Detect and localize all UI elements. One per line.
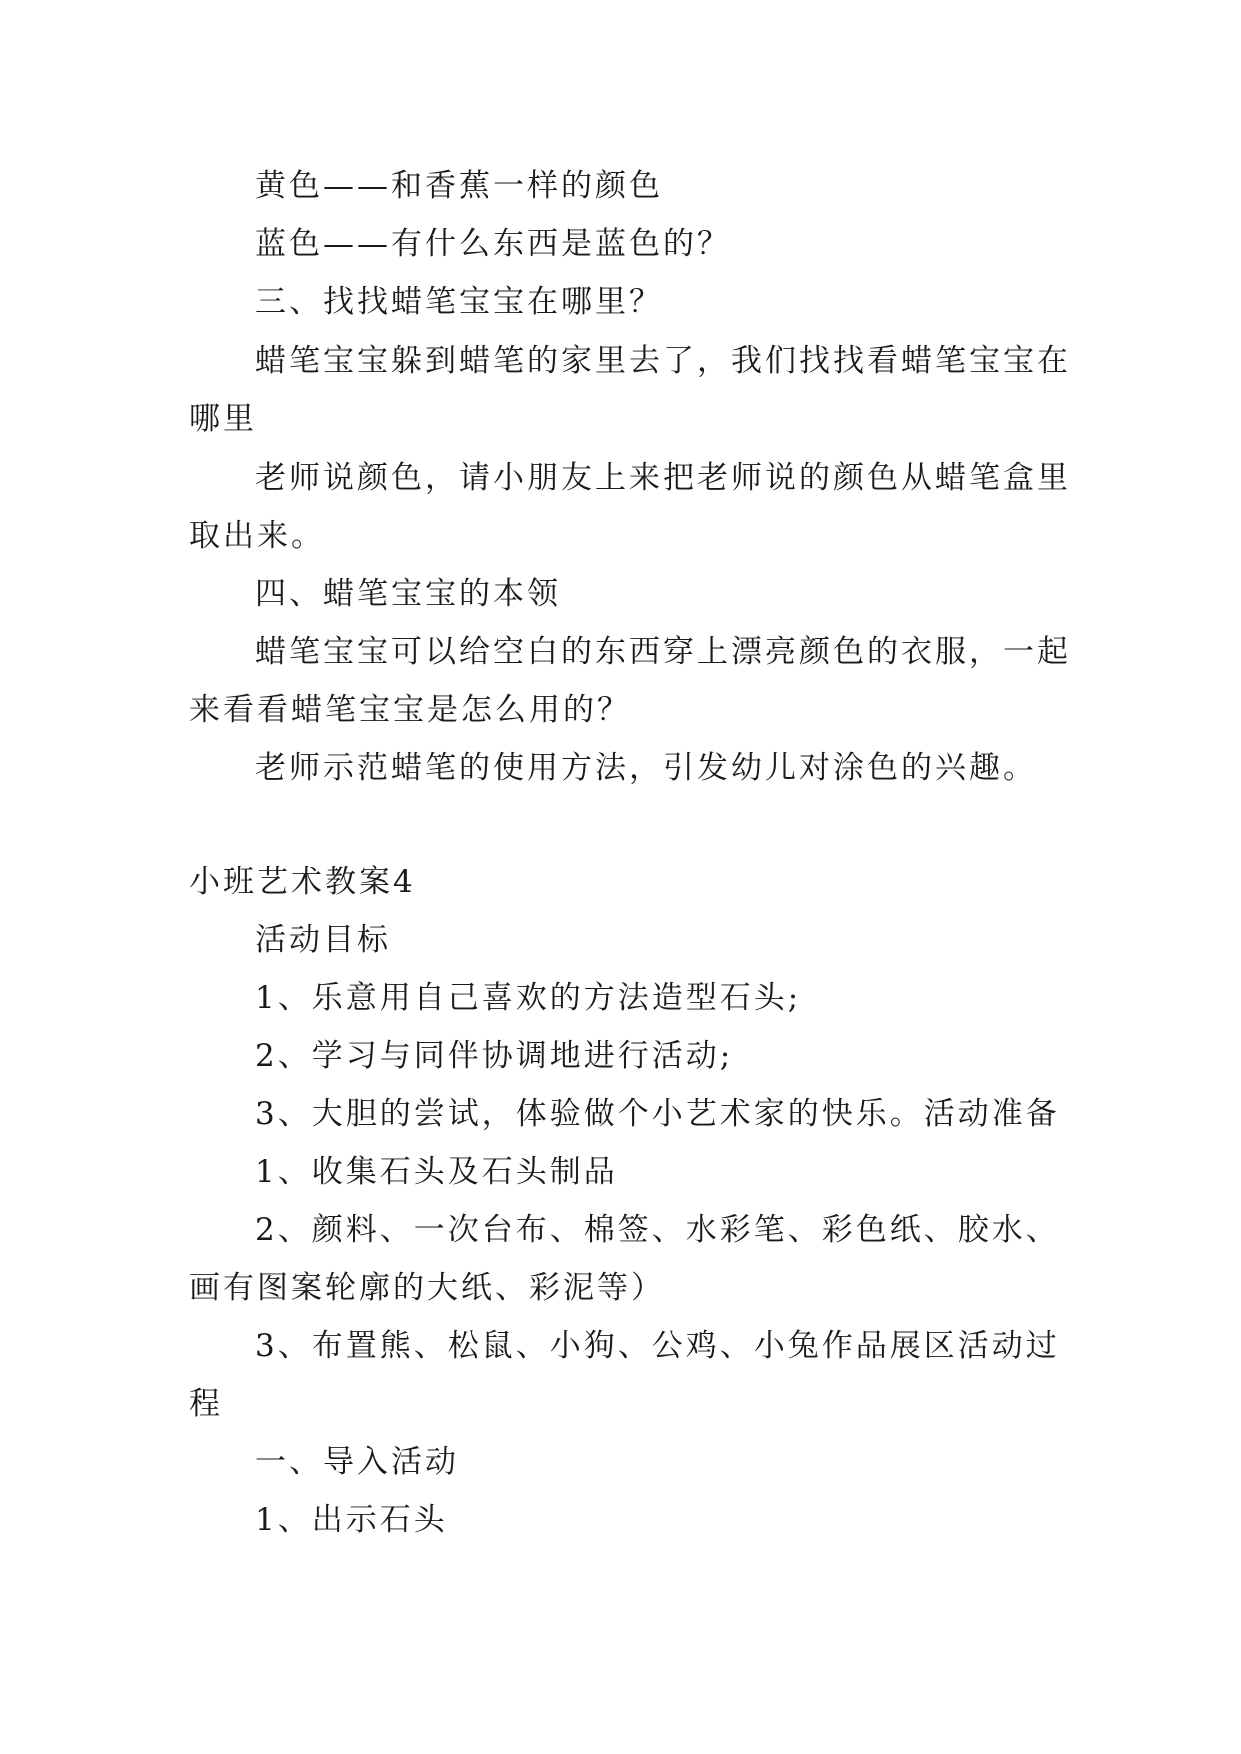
- paragraph-line: 来看看蜡笔宝宝是怎么用的？: [189, 692, 631, 728]
- section-heading-goals: 活动目标: [255, 922, 391, 958]
- text-line-yellow: 黄色——和香蕉一样的颜色: [255, 168, 663, 204]
- text-line-blue: 蓝色——有什么东西是蓝色的？: [255, 226, 731, 262]
- list-item: 2、学习与同伴协调地进行活动;: [255, 1038, 734, 1074]
- document-title: 小班艺术教案4: [189, 864, 416, 900]
- list-item: 3、布置熊、松鼠、小狗、公鸡、小兔作品展区活动过: [255, 1328, 1060, 1364]
- list-item: 1、出示石头: [255, 1502, 448, 1538]
- paragraph-line: 哪里: [189, 401, 257, 437]
- paragraph-line: 老师示范蜡笔的使用方法，引发幼儿对涂色的兴趣。: [255, 750, 1037, 786]
- paragraph-line: 蜡笔宝宝可以给空白的东西穿上漂亮颜色的衣服，一起: [255, 634, 1071, 670]
- paragraph-line: 蜡笔宝宝躲到蜡笔的家里去了，我们找找看蜡笔宝宝在: [255, 343, 1071, 379]
- paragraph-line: 取出来。: [189, 518, 325, 554]
- list-item: 3、大胆的尝试，体验做个小艺术家的快乐。活动准备: [255, 1096, 1060, 1132]
- list-item: 1、乐意用自己喜欢的方法造型石头;: [255, 980, 802, 1016]
- list-item-continuation: 程: [189, 1386, 223, 1422]
- section-heading-intro: 一、导入活动: [255, 1444, 459, 1480]
- section-heading-crayon-skills: 四、蜡笔宝宝的本领: [255, 576, 561, 612]
- paragraph-line: 老师说颜色，请小朋友上来把老师说的颜色从蜡笔盒里: [255, 460, 1071, 496]
- list-item: 1、收集石头及石头制品: [255, 1154, 618, 1190]
- list-item-continuation: 画有图案轮廓的大纸、彩泥等）: [189, 1270, 665, 1306]
- list-item: 2、颜料、一次台布、棉签、水彩笔、彩色纸、胶水、: [255, 1212, 1060, 1248]
- section-heading-find-crayons: 三、找找蜡笔宝宝在哪里？: [255, 284, 663, 320]
